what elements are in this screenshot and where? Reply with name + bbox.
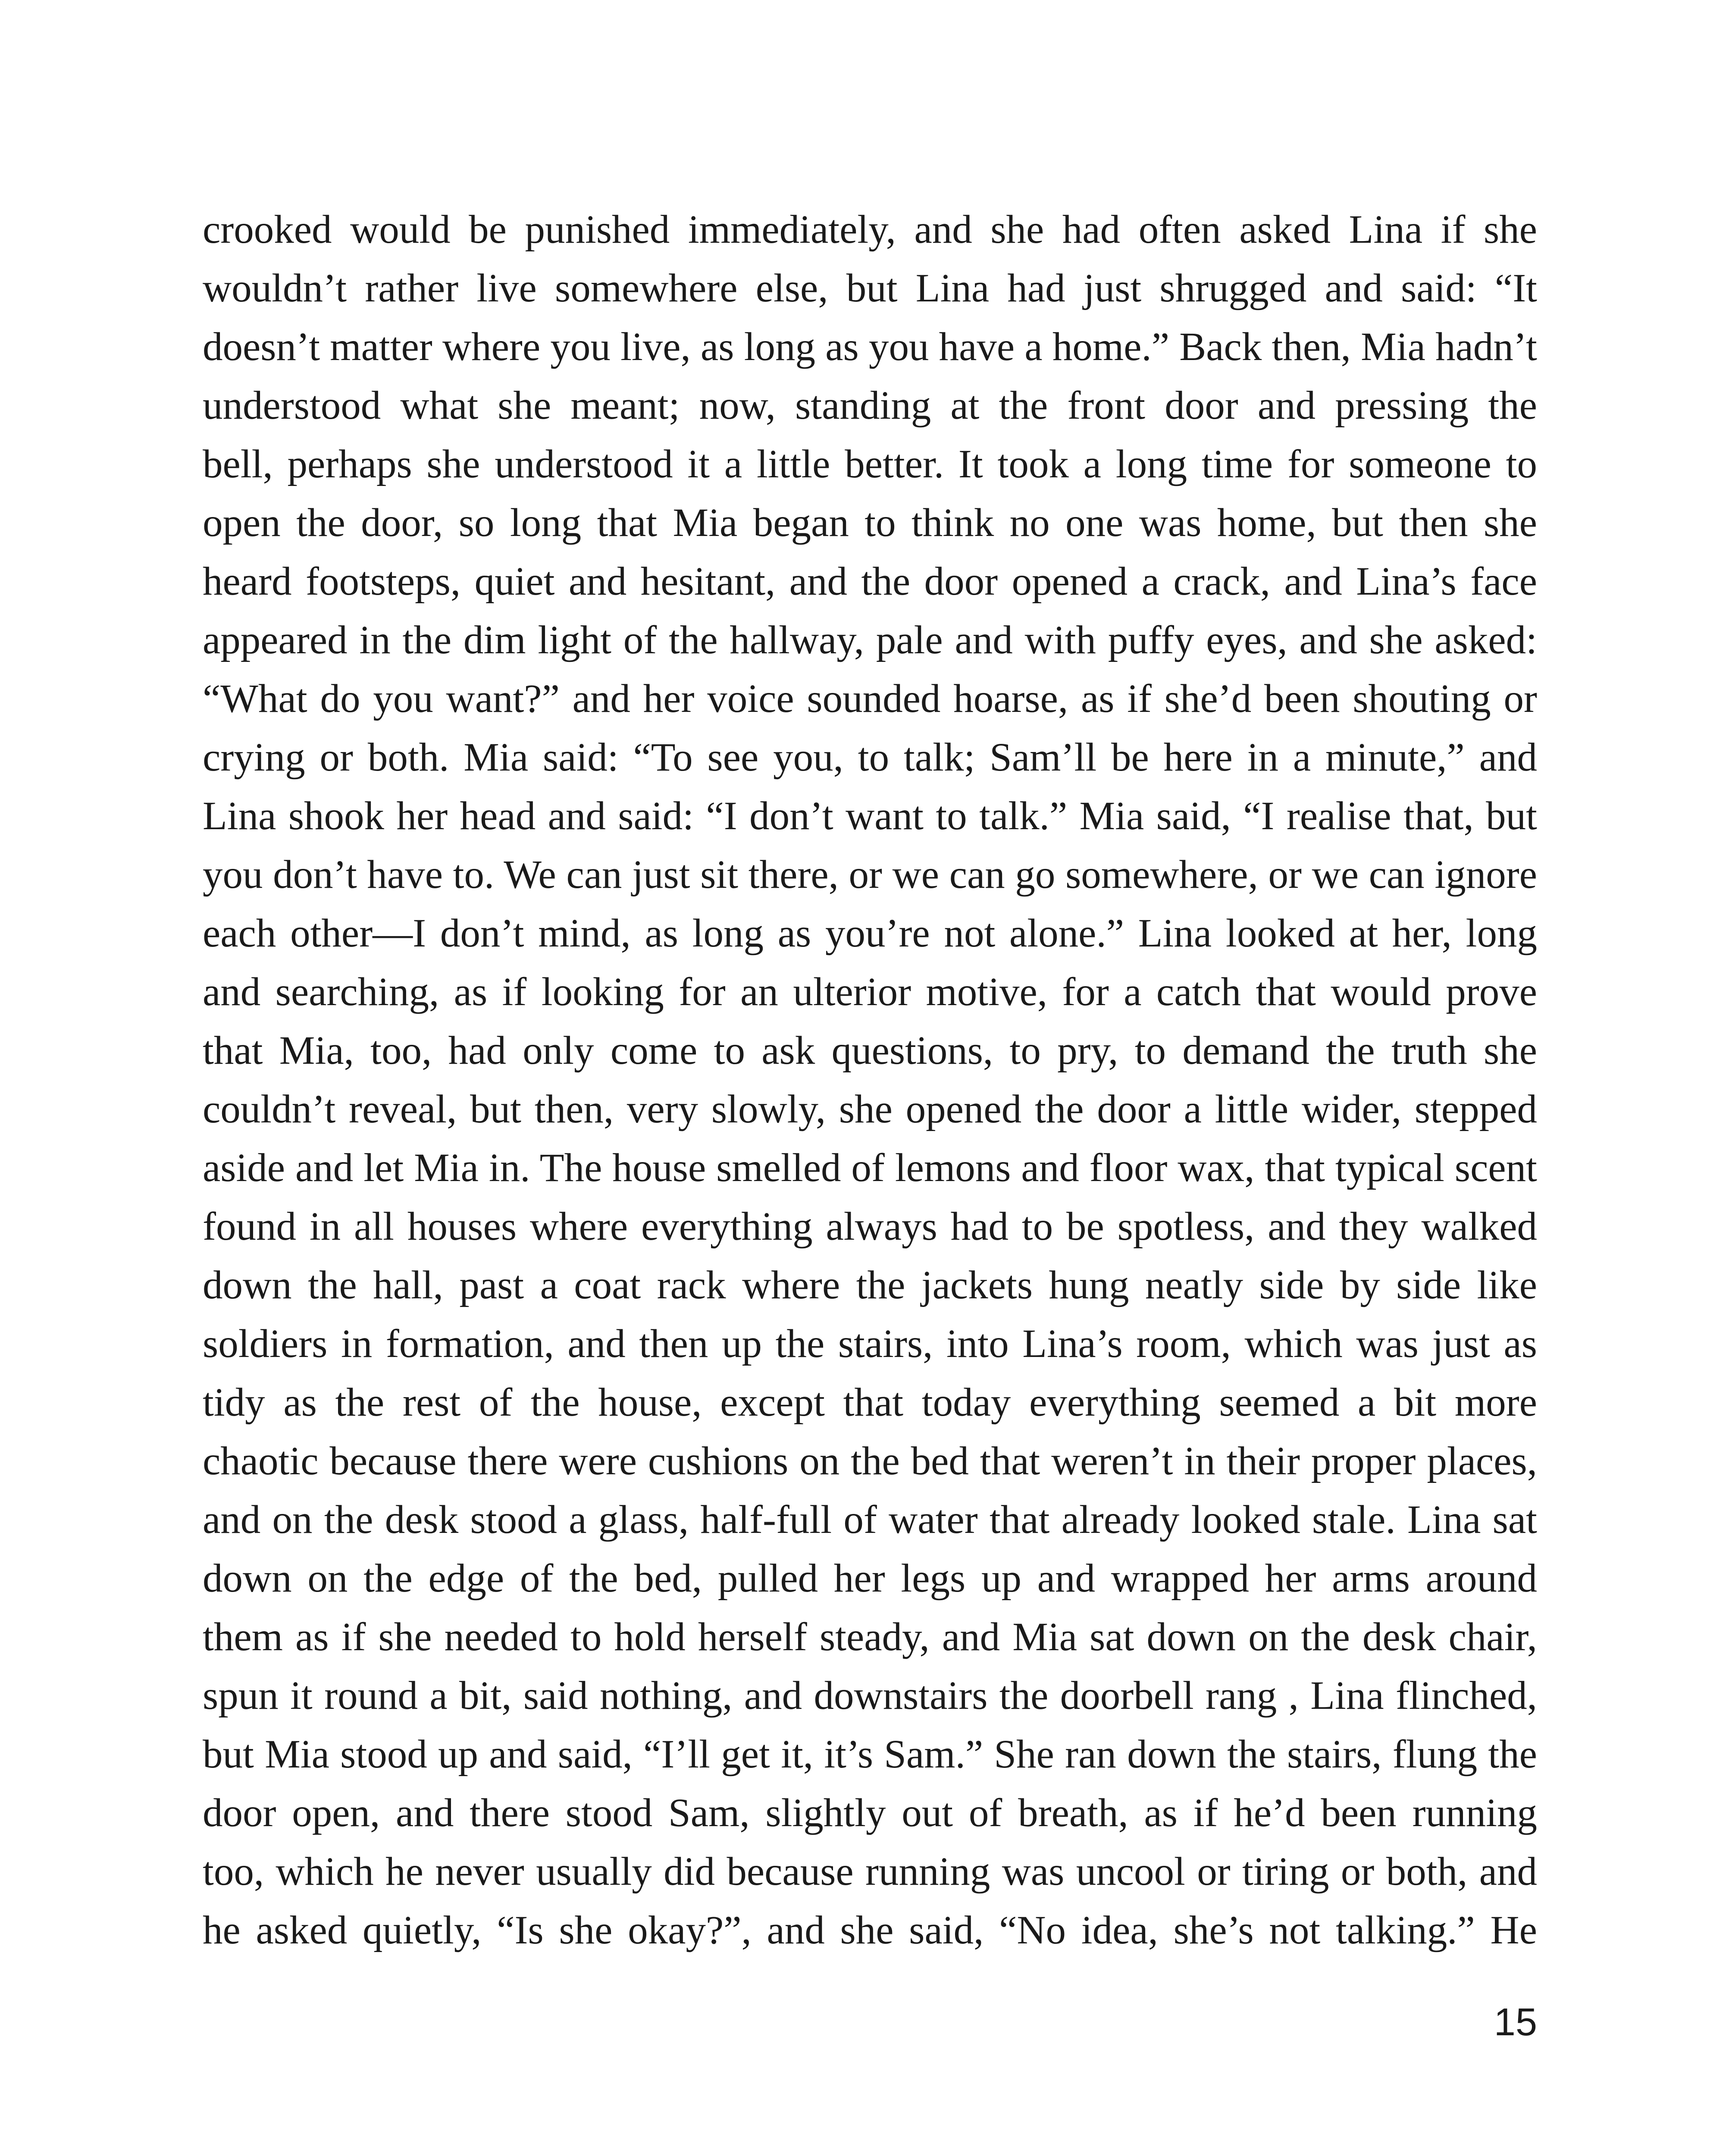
- text-line-7: heard footsteps, quiet and hesitant, and the door opened a crack, and Lina’s face: [203, 559, 1537, 604]
- text-line-20: soldiers in formation, and then up the stairs, into Lina’s room, which was just as: [203, 1322, 1537, 1366]
- text-line-10: crying or both. Mia said: “To see you, to talk; Sam’ll be here in a minute,” and: [203, 735, 1537, 780]
- text-line-27: but Mia stood up and said, “I’ll get it, it’s Sam.” She ran down the stairs, flung the: [203, 1732, 1537, 1777]
- text-line-3: doesn’t matter where you live, as long as you have a home.” Back then, Mia hadn’t: [203, 325, 1537, 369]
- text-line-23: and on the desk stood a glass, half-full of water that already looked stale. Lina sat: [203, 1498, 1537, 1542]
- text-line-29: too, which he never usually did because running was uncool or tiring or both, and: [203, 1849, 1537, 1894]
- text-line-9: “What do you want?” and her voice sounded hoarse, as if she’d been shouting or: [203, 677, 1537, 721]
- text-line-11: Lina shook her head and said: “I don’t want to talk.” Mia said, “I realise that, but: [203, 794, 1537, 838]
- text-line-12: you don’t have to. We can just sit there, or we can go somewhere, or we can ignore: [203, 852, 1537, 897]
- text-line-14: and searching, as if looking for an ulterior motive, for a catch that would prove: [203, 970, 1537, 1014]
- page-number: 15: [1494, 2001, 1537, 2044]
- text-line-4: understood what she meant; now, standing at the front door and pressing the: [203, 383, 1537, 428]
- text-line-6: open the door, so long that Mia began to think no one was home, but then she: [203, 501, 1537, 545]
- text-line-26: spun it round a bit, said nothing, and downstairs the doorbell rang , Lina flinched,: [203, 1673, 1537, 1718]
- text-line-24: down on the edge of the bed, pulled her legs up and wrapped her arms around: [203, 1556, 1537, 1601]
- text-line-25: them as if she needed to hold herself steady, and Mia sat down on the desk chair,: [203, 1615, 1537, 1659]
- text-line-17: aside and let Mia in. The house smelled of lemons and floor wax, that typical scent: [203, 1146, 1537, 1190]
- text-line-28: door open, and there stood Sam, slightly out of breath, as if he’d been running: [203, 1791, 1537, 1835]
- text-line-21: tidy as the rest of the house, except that today everything seemed a bit more: [203, 1380, 1537, 1425]
- text-line-13: each other—I don’t mind, as long as you’re not alone.” Lina looked at her, long: [203, 911, 1537, 956]
- text-line-19: down the hall, past a coat rack where the jackets hung neatly side by side like: [203, 1263, 1537, 1307]
- text-line-15: that Mia, too, had only come to ask questions, to pry, to demand the truth she: [203, 1028, 1537, 1073]
- text-line-1: crooked would be punished immediately, and she had often asked Lina if she: [203, 207, 1537, 252]
- text-line-5: bell, perhaps she understood it a little better. It took a long time for someone to: [203, 442, 1537, 486]
- text-line-8: appeared in the dim light of the hallway, pale and with puffy eyes, and she asked:: [203, 618, 1537, 662]
- text-line-2: wouldn’t rather live somewhere else, but Lina had just shrugged and said: “It: [203, 266, 1537, 310]
- text-line-16: couldn’t reveal, but then, very slowly, she opened the door a little wider, stepped: [203, 1087, 1537, 1131]
- text-line-30: he asked quietly, “Is she okay?”, and she said, “No idea, she’s not talking.” He: [203, 1908, 1537, 1952]
- body-text: [203, 201, 1537, 1960]
- text-line-22: chaotic because there were cushions on the bed that weren’t in their proper places,: [203, 1439, 1537, 1483]
- text-line-18: found in all houses where everything always had to be spotless, and they walked: [203, 1204, 1537, 1249]
